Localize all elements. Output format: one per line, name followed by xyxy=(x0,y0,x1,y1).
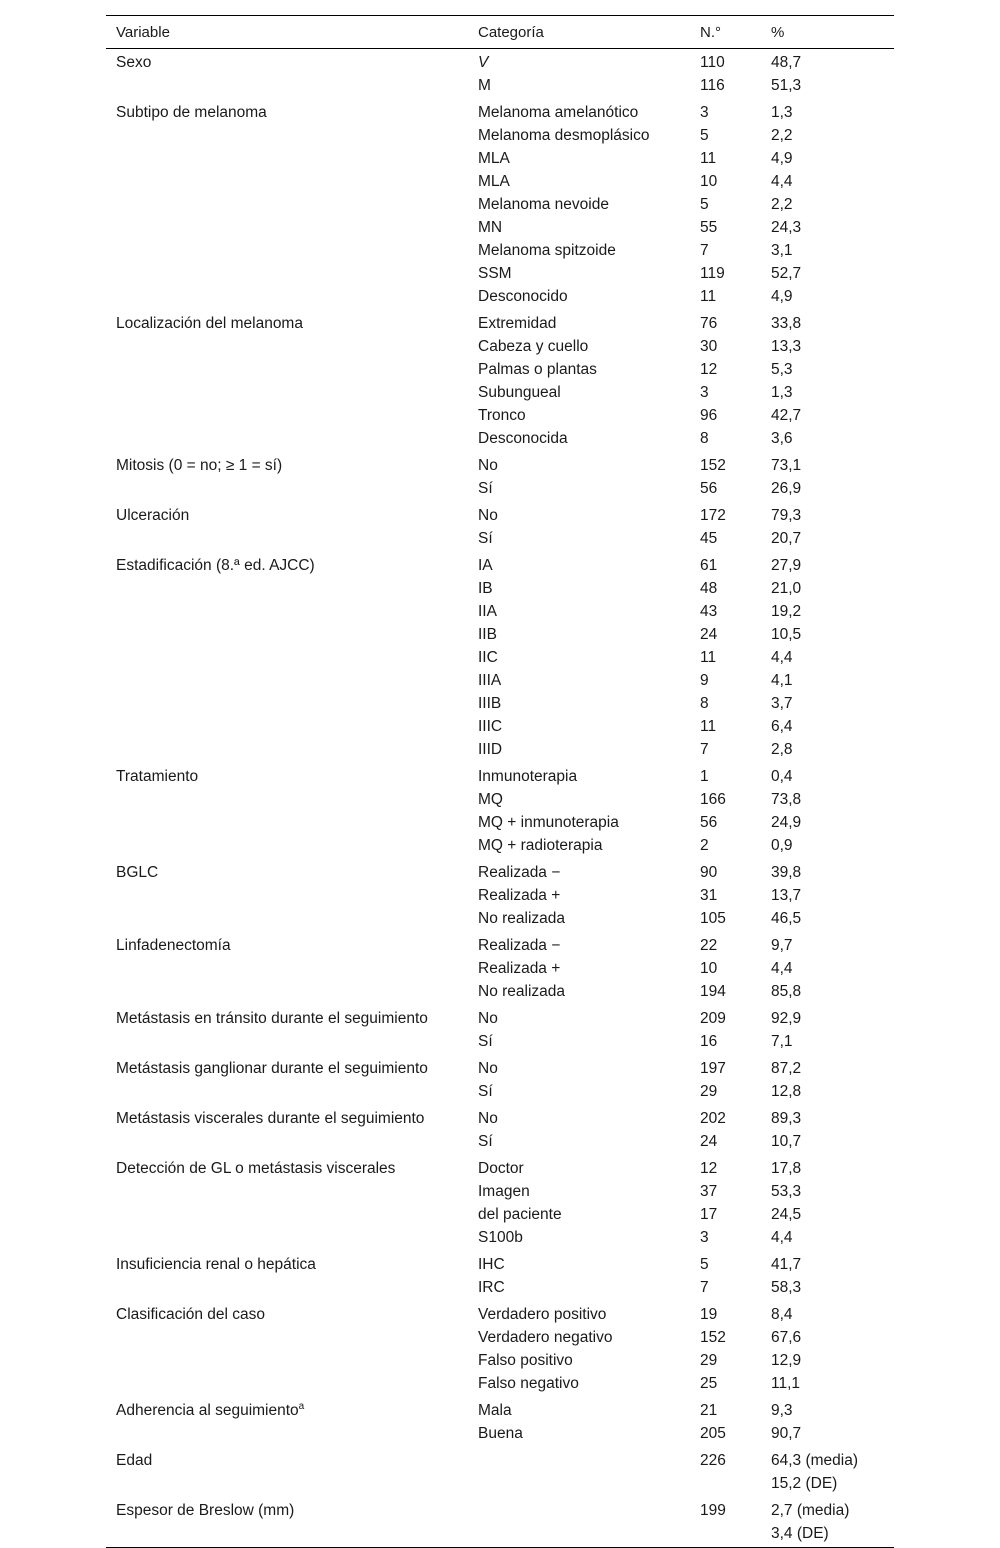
percent-cell: 12,8 xyxy=(771,1083,802,1100)
percent-cell: 90,7 xyxy=(771,1425,802,1442)
variable-label-text: Tratamiento xyxy=(116,768,199,785)
count-cell: 12 xyxy=(700,361,718,378)
percent-cell: 4,4 xyxy=(771,649,793,666)
category-cell: Melanoma amelanótico xyxy=(478,104,639,121)
category-cell: IB xyxy=(478,580,493,597)
percent-cell: 89,3 xyxy=(771,1110,802,1127)
count-cell: 172 xyxy=(700,507,726,524)
count-cell: 21 xyxy=(700,1402,718,1419)
table-row xyxy=(106,193,894,216)
category-cell: No realizada xyxy=(478,983,566,1000)
percent-cell: 10,5 xyxy=(771,626,802,643)
percent-cell: 73,1 xyxy=(771,457,802,474)
percent-cell: 73,8 xyxy=(771,791,802,808)
category-cell: IIC xyxy=(478,649,498,666)
percent-cell: 3,7 xyxy=(771,695,793,712)
category-cell: Subungueal xyxy=(478,384,561,401)
table-row xyxy=(106,404,894,427)
header-category: Categoría xyxy=(478,24,544,41)
table-row xyxy=(106,51,894,74)
count-cell: 76 xyxy=(700,315,718,332)
count-cell: 209 xyxy=(700,1010,726,1027)
table-row xyxy=(106,934,894,957)
variable-label-text: Localización del melanoma xyxy=(116,315,303,332)
table-row xyxy=(106,1057,894,1080)
count-cell: 11 xyxy=(700,718,717,735)
category-cell: MLA xyxy=(478,173,510,190)
percent-cell: 8,4 xyxy=(771,1306,793,1323)
category-cell: Verdadero positivo xyxy=(478,1306,607,1323)
percent-cell: 26,9 xyxy=(771,480,802,497)
category-cell: Melanoma desmoplásico xyxy=(478,127,650,144)
count-cell: 11 xyxy=(700,288,717,305)
category-cell: Sí xyxy=(478,1033,493,1050)
table-group xyxy=(106,1005,894,1055)
percent-cell: 6,4 xyxy=(771,718,793,735)
category-cell: MN xyxy=(478,219,503,236)
category-cell: IA xyxy=(478,557,493,574)
percent-cell: 3,4 (DE) xyxy=(771,1525,829,1542)
table-header xyxy=(106,16,894,49)
table-row xyxy=(106,1080,894,1103)
header-n: N.° xyxy=(700,24,721,41)
table-row xyxy=(106,239,894,262)
category-cell: Inmunoterapia xyxy=(478,768,578,785)
category-cell: Desconocido xyxy=(478,288,568,305)
category-cell: V xyxy=(478,54,489,71)
table-group xyxy=(106,49,894,99)
category-cell: Tronco xyxy=(478,407,526,424)
table-row xyxy=(106,554,894,577)
table-row xyxy=(106,1326,894,1349)
table-row xyxy=(106,669,894,692)
percent-cell: 2,2 xyxy=(771,127,793,144)
percent-cell: 21,0 xyxy=(771,580,802,597)
table-row xyxy=(106,170,894,193)
category-cell: Imagen xyxy=(478,1183,530,1200)
count-cell: 116 xyxy=(700,77,725,94)
table-row xyxy=(106,1253,894,1276)
category-cell: Palmas o plantas xyxy=(478,361,597,378)
percent-cell: 15,2 (DE) xyxy=(771,1475,838,1492)
percent-cell: 46,5 xyxy=(771,910,802,927)
category-cell: MQ + radioterapia xyxy=(478,837,603,854)
table-row xyxy=(106,623,894,646)
count-cell: 29 xyxy=(700,1083,718,1100)
count-cell: 8 xyxy=(700,695,709,712)
percent-cell: 20,7 xyxy=(771,530,802,547)
percent-cell: 4,1 xyxy=(771,672,793,689)
count-cell: 119 xyxy=(700,265,725,282)
category-cell: S100b xyxy=(478,1229,523,1246)
variable-label-text: Estadificación (8.ª ed. AJCC) xyxy=(116,557,315,574)
category-cell: IHC xyxy=(478,1256,505,1273)
count-cell: 3 xyxy=(700,384,709,401)
category-cell: IIIB xyxy=(478,695,502,712)
category-cell: del paciente xyxy=(478,1206,562,1223)
table-group xyxy=(106,99,894,310)
percent-cell: 1,3 xyxy=(771,104,793,121)
count-cell: 56 xyxy=(700,814,718,831)
table-group xyxy=(106,1301,894,1397)
count-cell: 110 xyxy=(700,54,725,71)
table-group xyxy=(106,932,894,1005)
count-cell: 152 xyxy=(700,457,726,474)
count-cell: 2 xyxy=(700,837,709,854)
variable-label-text: Edad xyxy=(116,1452,153,1469)
category-cell: Realizada + xyxy=(478,960,561,977)
table-group xyxy=(106,763,894,859)
category-cell: Sí xyxy=(478,530,493,547)
table-row xyxy=(106,738,894,761)
percent-cell: 19,2 xyxy=(771,603,802,620)
table-row xyxy=(106,646,894,669)
count-cell: 152 xyxy=(700,1329,726,1346)
count-cell: 7 xyxy=(700,741,709,758)
header-percent: % xyxy=(771,24,785,41)
variable-label-text: Metástasis ganglionar durante el seguimiento xyxy=(116,1060,428,1077)
count-cell: 9 xyxy=(700,672,709,689)
percent-cell: 52,7 xyxy=(771,265,802,282)
variable-label-text: Espesor de Breslow (mm) xyxy=(116,1502,295,1519)
percent-cell: 87,2 xyxy=(771,1060,802,1077)
table-row xyxy=(106,1107,894,1130)
count-cell: 194 xyxy=(700,983,726,1000)
category-cell: MQ xyxy=(478,791,503,808)
table-row xyxy=(106,1449,894,1472)
table-row xyxy=(106,1007,894,1030)
category-cell: No xyxy=(478,457,498,474)
percent-cell: 13,7 xyxy=(771,887,802,904)
count-cell: 45 xyxy=(700,530,718,547)
table-group xyxy=(106,1055,894,1105)
category-cell: No xyxy=(478,1010,498,1027)
table-row xyxy=(106,74,894,97)
table-row xyxy=(106,1522,894,1545)
category-cell: MQ + inmunoterapia xyxy=(478,814,619,831)
percent-cell: 39,8 xyxy=(771,864,802,881)
category-cell: Sí xyxy=(478,480,493,497)
count-cell: 226 xyxy=(700,1452,726,1469)
percent-cell: 3,1 xyxy=(771,242,793,259)
count-cell: 10 xyxy=(700,960,718,977)
category-cell: Mala xyxy=(478,1402,512,1419)
category-cell: Extremidad xyxy=(478,315,557,332)
percent-cell: 67,6 xyxy=(771,1329,802,1346)
category-cell: IRC xyxy=(478,1279,505,1296)
count-cell: 24 xyxy=(700,626,718,643)
percent-cell: 2,8 xyxy=(771,741,793,758)
percent-cell: 48,7 xyxy=(771,54,802,71)
table-row xyxy=(106,811,894,834)
table-row xyxy=(106,861,894,884)
category-cell: No xyxy=(478,1060,498,1077)
percent-cell: 0,9 xyxy=(771,837,793,854)
category-cell: Realizada − xyxy=(478,937,561,954)
table-row xyxy=(106,477,894,500)
table-row xyxy=(106,907,894,930)
count-cell: 17 xyxy=(700,1206,718,1223)
count-cell: 5 xyxy=(700,1256,709,1273)
percent-cell: 41,7 xyxy=(771,1256,802,1273)
percent-cell: 24,3 xyxy=(771,219,802,236)
count-cell: 5 xyxy=(700,127,709,144)
percent-cell: 13,3 xyxy=(771,338,802,355)
percent-cell: 11,1 xyxy=(771,1375,801,1392)
count-cell: 8 xyxy=(700,430,709,447)
table-row xyxy=(106,358,894,381)
table-row xyxy=(106,1130,894,1153)
category-cell: Doctor xyxy=(478,1160,524,1177)
table-row xyxy=(106,381,894,404)
category-cell: Desconocida xyxy=(478,430,568,447)
variable-label-text: Clasificación del caso xyxy=(116,1306,266,1323)
table-group xyxy=(106,502,894,552)
table-row xyxy=(106,454,894,477)
table-row xyxy=(106,101,894,124)
table-row xyxy=(106,1203,894,1226)
variable-label-text: BGLC xyxy=(116,864,159,881)
category-cell: IIID xyxy=(478,741,503,758)
table-group xyxy=(106,1105,894,1155)
count-cell: 90 xyxy=(700,864,718,881)
table-row xyxy=(106,577,894,600)
table-group xyxy=(106,859,894,932)
table-row xyxy=(106,147,894,170)
table-row xyxy=(106,765,894,788)
category-cell: IIB xyxy=(478,626,497,643)
table-row xyxy=(106,715,894,738)
count-cell: 199 xyxy=(700,1502,726,1519)
percent-cell: 42,7 xyxy=(771,407,802,424)
percent-cell: 92,9 xyxy=(771,1010,802,1027)
count-cell: 3 xyxy=(700,1229,709,1246)
percent-cell: 4,4 xyxy=(771,173,793,190)
table-group xyxy=(106,1251,894,1301)
percent-cell: 4,4 xyxy=(771,1229,793,1246)
count-cell: 30 xyxy=(700,338,718,355)
variable-label-text: Adherencia al seguimiento xyxy=(116,1402,299,1419)
variable-label-text: Detección de GL o metástasis viscerales xyxy=(116,1160,396,1177)
table-row xyxy=(106,788,894,811)
table-row xyxy=(106,1349,894,1372)
count-cell: 1 xyxy=(700,768,709,785)
percent-cell: 51,3 xyxy=(771,77,802,94)
count-cell: 10 xyxy=(700,173,718,190)
count-cell: 11 xyxy=(700,150,717,167)
count-cell: 105 xyxy=(700,910,726,927)
count-cell: 96 xyxy=(700,407,718,424)
table-group xyxy=(106,310,894,452)
variable-label-text: Metástasis viscerales durante el seguimiento xyxy=(116,1110,425,1127)
table-group xyxy=(106,1497,894,1547)
category-cell: Verdadero negativo xyxy=(478,1329,613,1346)
table-row xyxy=(106,884,894,907)
percent-cell: 2,7 (media) xyxy=(771,1502,850,1519)
count-cell: 197 xyxy=(700,1060,726,1077)
category-cell: Falso negativo xyxy=(478,1375,579,1392)
table-row xyxy=(106,1499,894,1522)
table-group xyxy=(106,1447,894,1497)
table-row xyxy=(106,262,894,285)
percent-cell: 33,8 xyxy=(771,315,802,332)
percent-cell: 27,9 xyxy=(771,557,802,574)
table-row xyxy=(106,600,894,623)
count-cell: 11 xyxy=(700,649,717,666)
count-cell: 205 xyxy=(700,1425,726,1442)
table-row xyxy=(106,285,894,308)
variable-label-text: Linfadenectomía xyxy=(116,937,231,954)
category-cell: M xyxy=(478,77,491,94)
table-row xyxy=(106,1157,894,1180)
category-cell: Cabeza y cuello xyxy=(478,338,589,355)
category-cell: IIA xyxy=(478,603,497,620)
table-row xyxy=(106,335,894,358)
table-group xyxy=(106,552,894,763)
count-cell: 55 xyxy=(700,219,718,236)
count-cell: 19 xyxy=(700,1306,718,1323)
table-body xyxy=(106,49,894,1547)
percent-cell: 7,1 xyxy=(771,1033,793,1050)
percent-cell: 3,6 xyxy=(771,430,793,447)
percent-cell: 0,4 xyxy=(771,768,793,785)
table-row xyxy=(106,1226,894,1249)
count-cell: 43 xyxy=(700,603,718,620)
category-cell: IIIA xyxy=(478,672,502,689)
variable-label-text: Insuficiencia renal o hepática xyxy=(116,1256,316,1273)
table-row xyxy=(106,124,894,147)
percent-cell: 9,7 xyxy=(771,937,793,954)
variable-label-text: Subtipo de melanoma xyxy=(116,104,267,121)
variable-label-text: Metástasis en tránsito durante el seguimiento xyxy=(116,1010,428,1027)
table-row xyxy=(106,1276,894,1299)
variable-label-text: Sexo xyxy=(116,54,152,71)
percent-cell: 4,4 xyxy=(771,960,793,977)
table-row xyxy=(106,1372,894,1395)
table-row xyxy=(106,427,894,450)
table-group xyxy=(106,1155,894,1251)
category-cell: MLA xyxy=(478,150,510,167)
table-row xyxy=(106,1422,894,1445)
category-cell: No xyxy=(478,1110,498,1127)
count-cell: 7 xyxy=(700,1279,709,1296)
percent-cell: 24,9 xyxy=(771,814,802,831)
category-cell: SSM xyxy=(478,265,512,282)
variable-label-text: Ulceración xyxy=(116,507,190,524)
percent-cell: 9,3 xyxy=(771,1402,793,1419)
table-row xyxy=(106,527,894,550)
table-row xyxy=(106,1303,894,1326)
table-row xyxy=(106,834,894,857)
table-group xyxy=(106,452,894,502)
count-cell: 202 xyxy=(700,1110,726,1127)
variable-label-text: Mitosis (0 = no; ≥ 1 = sí) xyxy=(116,457,283,474)
count-cell: 7 xyxy=(700,242,709,259)
table-group xyxy=(106,1397,894,1447)
header-variable: Variable xyxy=(116,24,170,41)
percent-cell: 12,9 xyxy=(771,1352,802,1369)
count-cell: 31 xyxy=(700,887,718,904)
count-cell: 3 xyxy=(700,104,709,121)
category-cell: Realizada − xyxy=(478,864,561,881)
table-row xyxy=(106,216,894,239)
percent-cell: 64,3 (media) xyxy=(771,1452,859,1469)
percent-cell: 4,9 xyxy=(771,288,793,305)
count-cell: 12 xyxy=(700,1160,718,1177)
percent-cell: 79,3 xyxy=(771,507,802,524)
category-cell: Melanoma spitzoide xyxy=(478,242,616,259)
table-row xyxy=(106,504,894,527)
table-row xyxy=(106,957,894,980)
count-cell: 29 xyxy=(700,1352,718,1369)
count-cell: 37 xyxy=(700,1183,718,1200)
category-cell: No realizada xyxy=(478,910,566,927)
table-row xyxy=(106,1180,894,1203)
category-cell: Realizada + xyxy=(478,887,561,904)
table-row xyxy=(106,692,894,715)
count-cell: 56 xyxy=(700,480,718,497)
percent-cell: 24,5 xyxy=(771,1206,802,1223)
category-cell: Sí xyxy=(478,1083,493,1100)
percent-cell: 1,3 xyxy=(771,384,793,401)
percent-cell: 58,3 xyxy=(771,1279,802,1296)
percent-cell: 4,9 xyxy=(771,150,793,167)
table-row xyxy=(106,1472,894,1495)
footnote-marker: a xyxy=(298,1400,305,1412)
count-cell: 16 xyxy=(700,1033,718,1050)
category-cell: No xyxy=(478,507,498,524)
count-cell: 5 xyxy=(700,196,709,213)
category-cell: Melanoma nevoide xyxy=(478,196,609,213)
table-row xyxy=(106,980,894,1003)
count-cell: 25 xyxy=(700,1375,718,1392)
percent-cell: 5,3 xyxy=(771,361,793,378)
data-table xyxy=(106,15,894,1548)
category-cell: Falso positivo xyxy=(478,1352,573,1369)
category-cell: Buena xyxy=(478,1425,523,1442)
percent-cell: 17,8 xyxy=(771,1160,802,1177)
category-cell: Sí xyxy=(478,1133,493,1150)
count-cell: 166 xyxy=(700,791,726,808)
count-cell: 22 xyxy=(700,937,718,954)
table-row xyxy=(106,312,894,335)
percent-cell: 2,2 xyxy=(771,196,793,213)
percent-cell: 85,8 xyxy=(771,983,802,1000)
table-row xyxy=(106,1399,894,1422)
percent-cell: 10,7 xyxy=(771,1133,802,1150)
count-cell: 24 xyxy=(700,1133,718,1150)
count-cell: 61 xyxy=(700,557,718,574)
category-cell: IIIC xyxy=(478,718,503,735)
percent-cell: 53,3 xyxy=(771,1183,802,1200)
table-row xyxy=(106,1030,894,1053)
count-cell: 48 xyxy=(700,580,718,597)
